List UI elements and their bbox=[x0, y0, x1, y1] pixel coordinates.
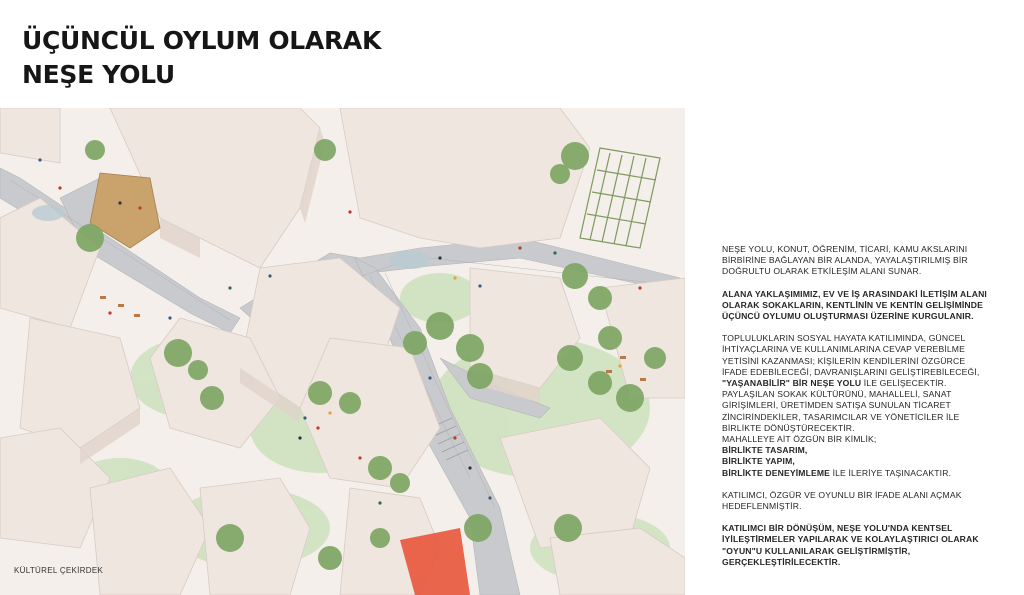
paragraph-1: NEŞE YOLU, KONUT, ÖĞRENİM, TİCARİ, KAMU AKSLARINI BİRBİRİNE BAĞLAYAN BİR ALANDA, YAYALAŞTIRILMIŞ BİR DOĞRULTU OLARAK ETKİLEŞİM ALANI SUNAR. bbox=[722, 244, 968, 277]
paragraph-2: ALANA YAKLAŞIMIMIZ, EV VE İŞ ARASINDAKİ İLETİŞİM ALANI OLARAK SOKAKLARIN, KENTLİNİN VE KENTİN GELİŞİMİNDE ÜÇÜNCÜ OYLUMU OLUŞTURMASI ÜZERİNE KURGULANIR. bbox=[722, 288, 987, 322]
paragraph-3 bbox=[722, 333, 992, 479]
liveable-rest: İLE GELİŞECEKTİR. bbox=[861, 378, 947, 389]
together-experience: BİRLİKTE DENEYİMLEME bbox=[722, 467, 831, 478]
title-line-2: NEŞE YOLU bbox=[22, 60, 175, 89]
together-build: BİRLİKTE YAPIM, bbox=[722, 456, 795, 467]
page-title bbox=[22, 24, 381, 92]
paragraph-3-liveable bbox=[722, 378, 992, 389]
experience-rest: İLE İLERİYE TAŞINACAKTIR. bbox=[830, 467, 952, 478]
paragraph-3-culture: PAYLAŞILAN SOKAK KÜLTÜRÜNÜ, MAHALLELİ, SANAT GİRİŞİMLERİ, ÜRETİMDEN SATIŞA SUNULAN TİCARET ZİNCİRİNDEKİLER, TASARIMCILAR VE YÖNETİCİLER İLE BİRLİKTE DÖNÜŞTÜRECEKTİR. bbox=[722, 389, 960, 433]
liveable-phrase: "YAŞANABİLİR" BİR NEŞE YOLU bbox=[722, 378, 862, 389]
paragraph-5: KATILIMCI BİR DÖNÜŞÜM, NEŞE YOLU'NDA KENTSEL İYİLEŞTİRMELER YAPILARAK VE KOLAYLAŞTIRICI OLARAK "OYUN"U KULLANILARAK GELİŞTİRMİŞTİR, GERÇEKLEŞTİRİLECEKTİR. bbox=[722, 523, 979, 567]
together-design: BİRLİKTE TASARIM, bbox=[722, 445, 808, 456]
paragraph-4: KATILIMCI, ÖZGÜR VE OYUNLU BİR İFADE ALANI AÇMAK HEDEFLENMİŞTİR. bbox=[722, 489, 962, 512]
description-panel bbox=[722, 244, 992, 579]
title-line-1: ÜÇÜNCÜL OYLUM OLARAK bbox=[22, 26, 382, 55]
paragraph-3-identity: MAHALLEYE AİT ÖZGÜN BİR KİMLİK; bbox=[722, 434, 877, 445]
paragraph-3-intro: TOPLULUKLARIN SOSYAL HAYATA KATILIMINDA, GÜNCEL İHTİYAÇLARINA VE KULLANIMLARINA CEVAP VEREBİLME YETİSİNİ KAZANMASI; KİŞİLERİN KENDİLERİNİ ÖZGÜRCE İFADE EDEBİLECEĞİ, DAVRANIŞLARINI GELİŞTİREBİLECEĞİ, bbox=[722, 333, 980, 377]
paragraph-3-experience bbox=[722, 468, 992, 479]
site-axonometric-plan bbox=[0, 108, 685, 595]
plan-caption: KÜLTÜREL ÇEKİRDEK bbox=[14, 566, 104, 575]
